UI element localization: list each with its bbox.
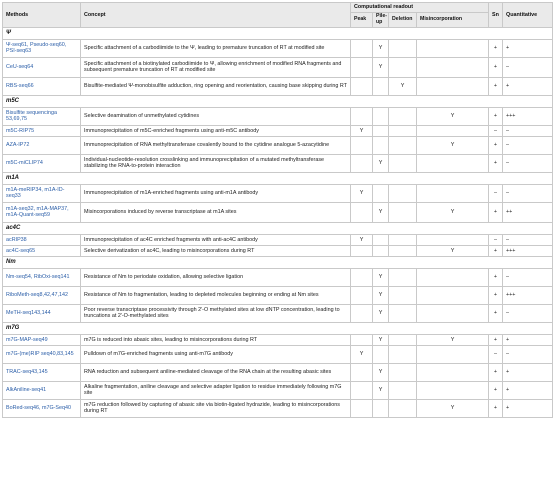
- table-row: [3, 234, 553, 245]
- quantitative-cell: –: [503, 125, 553, 136]
- peak-cell: [351, 334, 373, 345]
- pileup-cell: Y: [373, 304, 389, 322]
- quantitative-cell: +: [503, 399, 553, 417]
- sn-cell: +: [489, 245, 503, 256]
- deletion-cell: [389, 245, 417, 256]
- deletion-cell: [389, 234, 417, 245]
- quantitative-cell: +++: [503, 245, 553, 256]
- misincorporation-cell: Y: [417, 202, 489, 222]
- misincorporation-cell: Y: [417, 399, 489, 417]
- concept-cell: Resistance of Nm to periodate oxidation, allowing selective ligation: [81, 268, 351, 286]
- misincorporation-cell: [417, 286, 489, 304]
- method-cell[interactable]: RiboMeth-seq8,42,47,142: [3, 286, 81, 304]
- peak-cell: [351, 286, 373, 304]
- deletion-cell: [389, 202, 417, 222]
- method-cell[interactable]: Nm-seq54, RibOxi-seq141: [3, 268, 81, 286]
- table-row: [3, 363, 553, 381]
- pileup-cell: Y: [373, 381, 389, 399]
- header-deletion: Deletion: [389, 13, 417, 28]
- sn-cell: +: [489, 334, 503, 345]
- sn-cell: +: [489, 39, 503, 57]
- misincorporation-cell: [417, 184, 489, 202]
- deletion-cell: [389, 363, 417, 381]
- concept-cell: Alkaline fragmentation, aniline cleavage and selective adapter ligation to residue immediately following m7G site: [81, 381, 351, 399]
- header-peak: Peak: [351, 13, 373, 28]
- method-cell[interactable]: Bisulfite sequencinga 53,69,75: [3, 107, 81, 125]
- concept-cell: Bisulfite-mediated Ψ-monobisulfite adduction, ring opening and reorientation, causing base skipping during RT: [81, 77, 351, 95]
- sn-cell: +: [489, 304, 503, 322]
- quantitative-cell: +: [503, 39, 553, 57]
- table-row: [3, 107, 553, 125]
- section-header-row: [3, 172, 553, 184]
- pileup-cell: Y: [373, 363, 389, 381]
- method-cell[interactable]: BoRed-seq46, m7G-Seq40: [3, 399, 81, 417]
- misincorporation-cell: Y: [417, 107, 489, 125]
- deletion-cell: [389, 345, 417, 363]
- peak-cell: [351, 245, 373, 256]
- method-cell[interactable]: TRAC-seq43,145: [3, 363, 81, 381]
- quantitative-cell: +++: [503, 107, 553, 125]
- deletion-cell: [389, 304, 417, 322]
- sn-cell: –: [489, 184, 503, 202]
- method-cell[interactable]: AZA-IP72: [3, 136, 81, 154]
- section-title: m5C: [3, 95, 553, 107]
- sn-cell: +: [489, 363, 503, 381]
- table-row: [3, 202, 553, 222]
- sn-cell: +: [489, 268, 503, 286]
- misincorporation-cell: Y: [417, 245, 489, 256]
- sn-cell: +: [489, 107, 503, 125]
- misincorporation-cell: [417, 57, 489, 77]
- concept-cell: Misincorporations induced by reverse transcriptase at m1A sites: [81, 202, 351, 222]
- concept-cell: Specific attachment of a carbodiimide to the Ψ, leading to premature truncation of RT at modified site: [81, 39, 351, 57]
- method-cell[interactable]: m7G-(me)RIP seq40,83,145: [3, 345, 81, 363]
- pileup-cell: Y: [373, 202, 389, 222]
- table-row: [3, 154, 553, 172]
- pileup-cell: Y: [373, 286, 389, 304]
- sn-cell: –: [489, 234, 503, 245]
- deletion-cell: [389, 154, 417, 172]
- quantitative-cell: +++: [503, 286, 553, 304]
- pileup-cell: Y: [373, 154, 389, 172]
- sn-cell: +: [489, 136, 503, 154]
- concept-cell: m7G is reduced into abasic sites, leading to misincorporations during RT: [81, 334, 351, 345]
- section-header-row: [3, 95, 553, 107]
- pileup-cell: [373, 399, 389, 417]
- method-cell[interactable]: m7G-MAP-seq49: [3, 334, 81, 345]
- misincorporation-cell: [417, 345, 489, 363]
- concept-cell: Immunoprecipitation of ac4C enriched fragments with anti-ac4C antibody: [81, 234, 351, 245]
- table-row: [3, 245, 553, 256]
- peak-cell: [351, 399, 373, 417]
- section-title: Nm: [3, 256, 553, 268]
- misincorporation-cell: [417, 234, 489, 245]
- peak-cell: Y: [351, 125, 373, 136]
- misincorporation-cell: [417, 125, 489, 136]
- concept-cell: Selective deamination of unmethylated cytidines: [81, 107, 351, 125]
- header-computational-readout: Computational readout: [351, 3, 489, 13]
- deletion-cell: [389, 57, 417, 77]
- quantitative-cell: +: [503, 381, 553, 399]
- section-header-row: [3, 256, 553, 268]
- table-row: [3, 125, 553, 136]
- deletion-cell: [389, 125, 417, 136]
- header-pileup: Pile-up: [373, 13, 389, 28]
- quantitative-cell: +: [503, 334, 553, 345]
- section-header-row: [3, 322, 553, 334]
- quantitative-cell: +: [503, 77, 553, 95]
- deletion-cell: [389, 39, 417, 57]
- section-header-row: [3, 222, 553, 234]
- method-cell[interactable]: CeU-seq64: [3, 57, 81, 77]
- deletion-cell: Y: [389, 77, 417, 95]
- pileup-cell: [373, 234, 389, 245]
- method-cell[interactable]: m5C-RIP75: [3, 125, 81, 136]
- peak-cell: [351, 77, 373, 95]
- peak-cell: [351, 136, 373, 154]
- header-methods: Methods: [3, 3, 81, 28]
- quantitative-cell: –: [503, 304, 553, 322]
- pileup-cell: [373, 77, 389, 95]
- quantitative-cell: –: [503, 234, 553, 245]
- peak-cell: Y: [351, 234, 373, 245]
- header-sn: Sn: [489, 3, 503, 28]
- deletion-cell: [389, 268, 417, 286]
- misincorporation-cell: Y: [417, 136, 489, 154]
- misincorporation-cell: [417, 381, 489, 399]
- pileup-cell: Y: [373, 39, 389, 57]
- concept-cell: Pulldown of m7G-enriched fragments using anti-m7G antibody: [81, 345, 351, 363]
- deletion-cell: [389, 399, 417, 417]
- peak-cell: [351, 57, 373, 77]
- peak-cell: [351, 268, 373, 286]
- quantitative-cell: ++: [503, 202, 553, 222]
- deletion-cell: [389, 184, 417, 202]
- table-row: [3, 184, 553, 202]
- peak-cell: [351, 39, 373, 57]
- misincorporation-cell: [417, 304, 489, 322]
- quantitative-cell: –: [503, 268, 553, 286]
- deletion-cell: [389, 136, 417, 154]
- pileup-cell: [373, 345, 389, 363]
- deletion-cell: [389, 381, 417, 399]
- peak-cell: [351, 202, 373, 222]
- header-misincorporation: Misincorporation: [417, 13, 489, 28]
- concept-cell: Immunoprecipitation of RNA methyltransferase covalently bound to the cytidine analogue 5-azacytidine: [81, 136, 351, 154]
- quantitative-cell: –: [503, 154, 553, 172]
- table-body: [3, 27, 553, 417]
- method-cell[interactable]: ac4C-seq65: [3, 245, 81, 256]
- misincorporation-cell: [417, 77, 489, 95]
- table-row: [3, 136, 553, 154]
- pileup-cell: Y: [373, 268, 389, 286]
- pileup-cell: Y: [373, 57, 389, 77]
- peak-cell: [351, 107, 373, 125]
- quantitative-cell: +: [503, 363, 553, 381]
- concept-cell: RNA reduction and subsequent aniline-mediated cleavage of the RNA chain at the resulting abasic sites: [81, 363, 351, 381]
- method-cell[interactable]: m5C-miCLIP74: [3, 154, 81, 172]
- table-row: [3, 381, 553, 399]
- sn-cell: +: [489, 286, 503, 304]
- deletion-cell: [389, 286, 417, 304]
- quantitative-cell: –: [503, 136, 553, 154]
- method-cell[interactable]: Ψ-seq61, Pseudo-seq60, PSI-seq63: [3, 39, 81, 57]
- sn-cell: +: [489, 399, 503, 417]
- sn-cell: –: [489, 345, 503, 363]
- table-row: [3, 345, 553, 363]
- sn-cell: –: [489, 125, 503, 136]
- misincorporation-cell: [417, 39, 489, 57]
- pileup-cell: [373, 245, 389, 256]
- deletion-cell: [389, 107, 417, 125]
- peak-cell: [351, 304, 373, 322]
- concept-cell: Immunoprecipitation of m5C-enriched fragments using anti-m5C antibody: [81, 125, 351, 136]
- quantitative-cell: –: [503, 57, 553, 77]
- misincorporation-cell: [417, 363, 489, 381]
- deletion-cell: [389, 334, 417, 345]
- pileup-cell: [373, 136, 389, 154]
- table-row: [3, 286, 553, 304]
- method-cell[interactable]: AlkAniline-seq41: [3, 381, 81, 399]
- concept-cell: Selective derivatization of ac4C, leading to misincorporations during RT: [81, 245, 351, 256]
- method-cell[interactable]: acRIP38: [3, 234, 81, 245]
- method-cell[interactable]: RBS-seq66: [3, 77, 81, 95]
- misincorporation-cell: [417, 268, 489, 286]
- misincorporation-cell: [417, 154, 489, 172]
- section-header-row: [3, 27, 553, 39]
- method-cell[interactable]: MeTH-seq143,144: [3, 304, 81, 322]
- sn-cell: +: [489, 202, 503, 222]
- table-row: [3, 57, 553, 77]
- misincorporation-cell: Y: [417, 334, 489, 345]
- method-cell[interactable]: m1A-seq32, m1A-MAP37, m1A-Quant-seq59: [3, 202, 81, 222]
- concept-cell: Resistance of Nm to fragmentation, leading to depleted molecules beginning or ending at Nm sites: [81, 286, 351, 304]
- concept-cell: m7G reduction followed by capturing of abasic site via biotin-ligated hydrazide, leading to misincorporations during RT: [81, 399, 351, 417]
- header-concept: Concept: [81, 3, 351, 28]
- table-row: [3, 399, 553, 417]
- concept-cell: Immunoprecipitation of m1A-enriched fragments using anti-m1A antibody: [81, 184, 351, 202]
- peak-cell: Y: [351, 345, 373, 363]
- peak-cell: [351, 381, 373, 399]
- pileup-cell: [373, 184, 389, 202]
- section-title: m7G: [3, 322, 553, 334]
- peak-cell: Y: [351, 184, 373, 202]
- quantitative-cell: –: [503, 184, 553, 202]
- sn-cell: +: [489, 154, 503, 172]
- section-title: ac4C: [3, 222, 553, 234]
- methods-table: [2, 2, 553, 418]
- method-cell[interactable]: m1A-meRIP34, m1A-ID-seq33: [3, 184, 81, 202]
- header-quantitative: Quantitative: [503, 3, 553, 28]
- section-title: m1A: [3, 172, 553, 184]
- quantitative-cell: –: [503, 345, 553, 363]
- sn-cell: +: [489, 77, 503, 95]
- sn-cell: +: [489, 57, 503, 77]
- peak-cell: [351, 154, 373, 172]
- pileup-cell: [373, 107, 389, 125]
- concept-cell: Specific attachment of a biotinylated carbodiimide to Ψ, allowing enrichment of modified RNA fragments and subsequent premature truncation of RT at modified site: [81, 57, 351, 77]
- table-row: [3, 77, 553, 95]
- table-row: [3, 334, 553, 345]
- sn-cell: +: [489, 381, 503, 399]
- table-row: [3, 39, 553, 57]
- concept-cell: Poor reverse transcriptase processivity through 2′-O methylated sites at low dNTP concentration, leading to truncations at 2′-O-methylated sites: [81, 304, 351, 322]
- concept-cell: Individual-nucleotide-resolution crosslinking and immunoprecipitation of a mutated methyltransferase stabilizing the RNA-to-protein interaction: [81, 154, 351, 172]
- pileup-cell: Y: [373, 334, 389, 345]
- table-row: [3, 268, 553, 286]
- section-title: Ψ: [3, 27, 553, 39]
- pileup-cell: [373, 125, 389, 136]
- table-row: [3, 304, 553, 322]
- peak-cell: [351, 363, 373, 381]
